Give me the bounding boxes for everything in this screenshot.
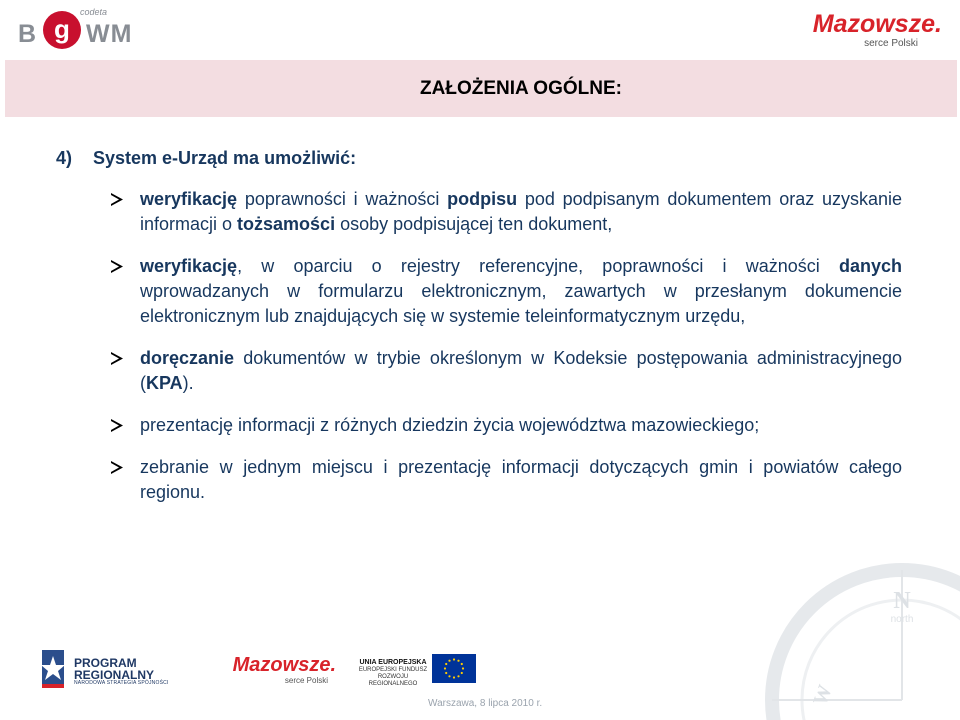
text-run: dokumentów w trybie określonym w Kodeksie postępowania administracyjnego (	[140, 348, 902, 393]
list-item-text	[140, 348, 902, 393]
program-regionalny-logo-text	[74, 657, 154, 681]
bold-term: podpisu	[447, 189, 518, 209]
eu-star-icon	[461, 672, 463, 674]
text-run: osoby podpisującej ten dokument,	[335, 214, 613, 234]
ue-line2: EUROPEJSKI FUNDUSZ	[358, 667, 428, 673]
arrow-bullet-icon	[108, 346, 126, 371]
eu-star-icon	[448, 660, 450, 662]
mazowsze-footer-word: Mazowsze.	[232, 654, 336, 676]
program-regionalny-sub: NARODOWA STRATEGIA SPÓJNOŚCI	[74, 680, 169, 686]
footer-logos	[0, 640, 960, 700]
eu-star-icon	[444, 667, 446, 669]
text-run: poprawności i ważności	[237, 189, 448, 209]
compass-w-label: W	[809, 682, 837, 709]
eu-star-icon	[457, 675, 459, 677]
list-item-text	[140, 415, 759, 435]
ue-line3: ROZWOJU REGIONALNEGO	[368, 674, 418, 687]
mazowsze-logo-tagline: serce Polski	[864, 38, 918, 49]
bold-term: doręczanie	[140, 348, 235, 368]
text-run: ).	[182, 373, 194, 393]
footer-date: Warszawa, 8 lipca 2010 r.	[428, 698, 543, 709]
eu-star-icon	[445, 663, 447, 665]
list-item	[108, 346, 902, 396]
gwm-logo-codeta: codeta	[80, 7, 108, 17]
list-item-text	[140, 457, 902, 502]
list-item-text	[140, 256, 902, 326]
arrow-bullet-icon	[108, 413, 126, 438]
mazowsze-footer-logo	[190, 654, 336, 685]
eu-flag-icon	[432, 654, 476, 683]
slide-title: ZAŁOŻENIA OGÓLNE:	[420, 78, 622, 99]
eu-star-icon	[445, 672, 447, 674]
text-run: pod podpisanym dokumentem oraz uzyskanie informacji o	[140, 189, 902, 234]
eu-star-icon	[448, 675, 450, 677]
compass-n-label: N	[893, 588, 911, 614]
mazowsze-logo-word: Mazowsze.	[812, 10, 942, 38]
text-run: zebranie w jednym miejscu i prezentację informacji dotyczących gmin i powiatów całego regionu.	[140, 457, 902, 502]
eu-star-icon	[457, 660, 459, 662]
text-run: prezentację informacji z różnych dziedzin życia województwa mazowieckiego;	[140, 415, 760, 435]
text-run: , w oparciu o rejestry referencyjne, poprawności i ważności	[237, 256, 839, 276]
list-item	[108, 254, 902, 329]
eu-star-icon	[462, 667, 464, 669]
mazowsze-logo	[782, 10, 942, 50]
compass-north-label: north	[890, 614, 914, 625]
bold-term: danych	[838, 256, 902, 276]
gwm-logo-b: B	[18, 20, 38, 48]
eu-star-icon	[453, 658, 455, 660]
list-item	[108, 413, 902, 438]
list-item	[108, 455, 902, 505]
eu-star-icon	[461, 663, 463, 665]
gwm-logo	[14, 6, 144, 52]
arrow-bullet-icon	[108, 187, 126, 212]
arrow-bullet-icon	[108, 254, 126, 279]
gwm-logo-wm: WM	[86, 20, 133, 48]
eu-star-icon	[453, 676, 455, 678]
arrow-bullet-icon	[108, 455, 126, 480]
bold-term: tożsamości	[237, 214, 336, 234]
section-number: 4)	[56, 148, 73, 168]
section-heading-text: System e-Urząd ma umożliwić:	[93, 148, 357, 168]
text-run: wprowadzanych w formularzu elektronicznym, zawartych w przesłanym dokumencie elektronicznym lub znajdujących się w systemie teleinformatycznym urzędu,	[140, 281, 902, 326]
list-item	[108, 187, 902, 237]
bold-term: KPA	[146, 373, 183, 393]
ue-logo-text	[356, 659, 430, 688]
ue-line1: UNIA EUROPEJSKA	[359, 659, 427, 666]
mazowsze-footer-tagline: serce Polski	[284, 676, 328, 685]
section-heading	[56, 148, 356, 169]
program-regionalny-star-icon	[38, 648, 68, 692]
bullet-list	[108, 187, 902, 505]
bold-term: weryfikację	[140, 189, 238, 209]
gwm-logo-g-circle: g	[43, 11, 81, 49]
program-line2: REGIONALNY	[74, 668, 155, 682]
list-item-text	[140, 189, 902, 234]
program-line1: PROGRAM	[74, 656, 137, 670]
bold-term: weryfikację	[140, 256, 238, 276]
